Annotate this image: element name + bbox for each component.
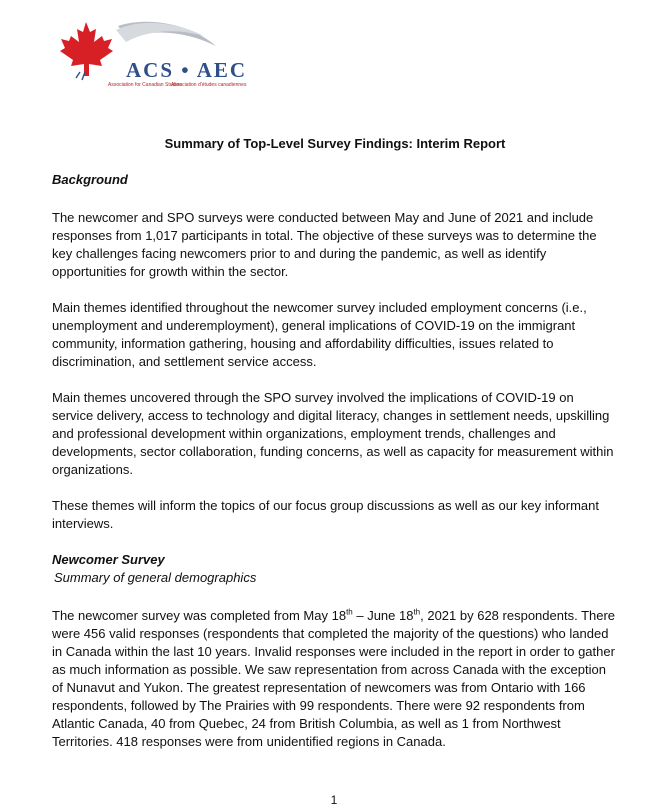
newcomer-survey-paragraph <box>52 607 618 751</box>
background-paragraph-4: These themes will inform the topics of our focus group discussions as well as our key informant interviews. <box>52 498 599 531</box>
logo-subtitle-french: Association d'études canadiennes <box>171 82 247 88</box>
report-body <box>52 135 618 769</box>
background-paragraph-3: Main themes uncovered through the SPO survey involved the implications of COVID-19 on service delivery, access to technology and digital literacy, changes in settlement needs, upskilling and professional development within organizations, employment trends, challenges and developments, sector collaboration, funding concerns, as well as capacity for measurement within organizations. <box>52 390 614 477</box>
page-number: 1 <box>330 793 338 807</box>
report-title: Summary of Top-Level Survey Findings: Interim Report <box>164 136 506 151</box>
date-range-end-text: – June 18 <box>352 608 414 623</box>
newcomer-survey-details: , 2021 by 628 respondents. There were 456 valid responses (respondents that completed the majority of the questions) who landed in Canada within the last 10 years. Invalid responses were included in the report in order to gather as much information as possible. We saw representation from across Canada with the exception of Nunavut and Yukon. The greatest representation of newcomers was from Ontario with 166 respondents, followed by The Prairies with 99 respondents. There were 92 respondents from Atlantic Canada, 40 from Quebec, 24 from British Columbia, as well as 1 from Northwest Territories. 418 responses were from unidentified regions in Canada. <box>52 608 616 749</box>
logo-subtitle-english: Association for Canadian Studies <box>108 82 182 88</box>
organization-logo <box>56 18 276 100</box>
background-heading: Background <box>52 172 128 187</box>
ordinal-suffix: th <box>346 607 353 617</box>
background-paragraph-2: Main themes identified throughout the newcomer survey included employment concerns (i.e., unemployment and underemployment), general implications of COVID-19 on the immigrant community, information gathering, housing and affordability difficulties, issues related to discrimination, and settlement service access. <box>52 300 587 369</box>
date-range-start-text: The newcomer survey was completed from May 18 <box>52 608 347 623</box>
ordinal-suffix: th <box>413 607 421 617</box>
background-paragraph-1: The newcomer and SPO surveys were conducted between May and June of 2021 and include responses from 1,017 participants in total. The objective of these surveys was to determine the key challenges facing newcomers prior to and during the pandemic, as well as identify opportunities for growth within the sector. <box>52 210 597 279</box>
demographics-subheading: Summary of general demographics <box>54 570 257 585</box>
logo-wordmark: ACS • AEC <box>126 58 248 82</box>
newcomer-survey-heading: Newcomer Survey <box>52 552 165 567</box>
